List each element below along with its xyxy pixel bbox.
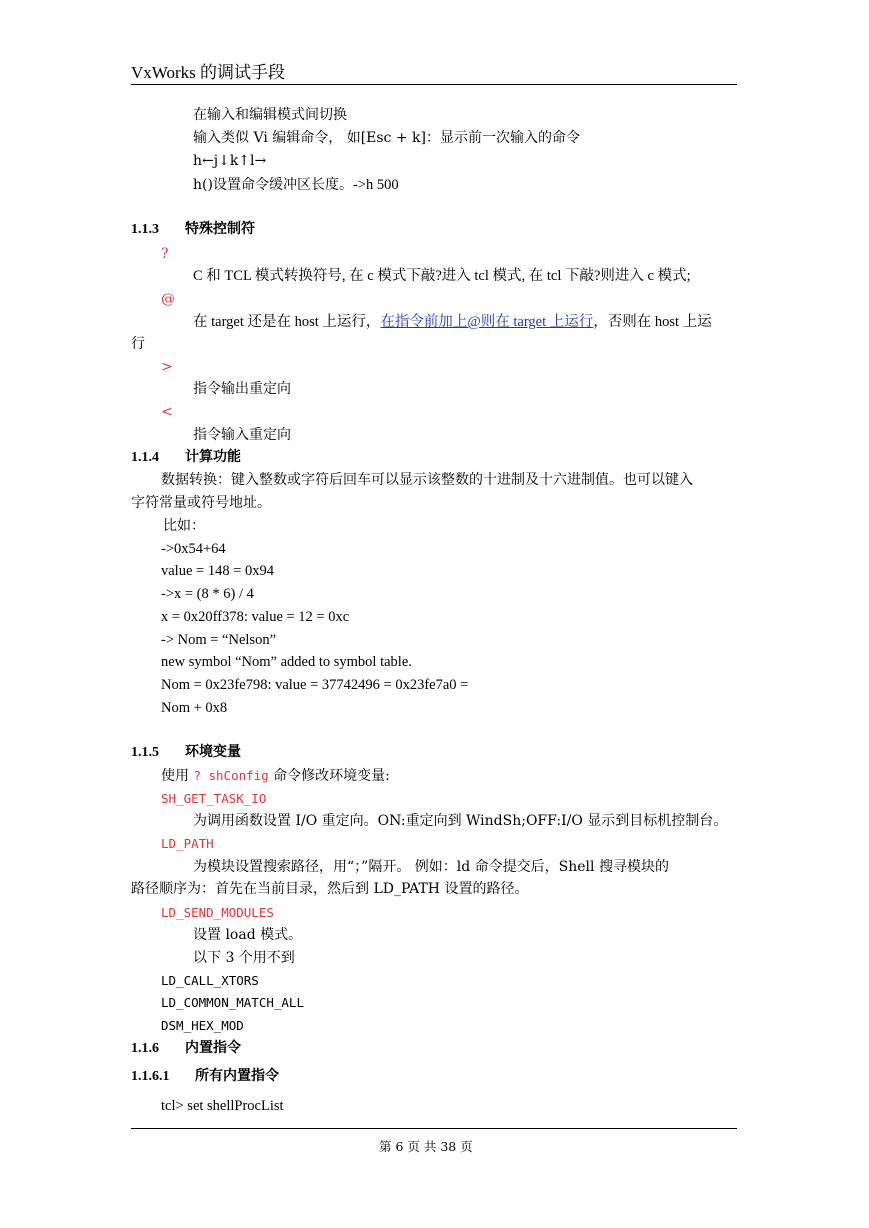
symbol-lt-desc: 指令输入重定向 <box>193 427 291 443</box>
env-var-dsm-hex-mod: DSM_HEX_MOD <box>161 1018 244 1033</box>
env-usage-b: 命令修改环境变量: <box>273 768 390 784</box>
symbol-at-desc-cont: 行 <box>131 336 145 352</box>
symbol-at: @ <box>161 291 175 307</box>
env-var-ld-path-desc-1: 为模块设置搜索路径，用“；”隔开。 例如：ld 命令提交后，Shell 搜寻模块的 <box>193 859 669 875</box>
env-var-ld-path: LD_PATH <box>161 836 214 851</box>
calc-code-2: value = 148 = 0x94 <box>161 563 275 579</box>
heading-title: 所有内置指令 <box>195 1069 279 1084</box>
env-usage <box>161 767 390 785</box>
env-var-ld-common-match-all: LD_COMMON_MATCH_ALL <box>161 995 304 1010</box>
env-var-sh-get-task-io-desc: 为调用函数设置 I/O 重定向。ON:重定向到 WindSh;OFF:I/O 显示到目标机控制台。 <box>193 813 728 829</box>
intro-line-4 <box>193 176 399 194</box>
symbol-gt: > <box>161 359 173 375</box>
heading-number: 1.1.6 <box>131 1041 159 1056</box>
heading-1-1-3 <box>131 221 255 239</box>
symbol-at-desc-b: ，否则在 host 上运 <box>593 314 712 330</box>
symbol-gt-desc: 指令输出重定向 <box>193 381 291 397</box>
env-unused-note: 以下 3 个用不到 <box>193 950 295 966</box>
calc-code-6: new symbol “Nom” added to symbol table. <box>161 654 412 670</box>
calc-code-4: x = 0x20ff378: value = 12 = 0xc <box>161 609 350 625</box>
heading-title: 内置指令 <box>185 1041 241 1056</box>
symbol-at-desc-a: 在 target 还是在 host 上运行， <box>193 314 381 330</box>
heading-1-1-4 <box>131 449 241 467</box>
intro-line-4-text: h()设置命令缓冲区长度。 <box>193 177 353 193</box>
builtin-command: tcl> set shellProcList <box>161 1098 284 1114</box>
intro-line-2: 输入类似 Vi 编辑命令， 如[Esc + k]：显示前一次输入的命令 <box>193 130 580 146</box>
calc-paragraph-line-2: 字符常量或符号地址。 <box>131 495 271 511</box>
calc-example-label: 比如： <box>163 518 205 534</box>
heading-1-1-6 <box>131 1040 241 1058</box>
intro-line-4-cmd: ->h 500 <box>352 177 399 193</box>
env-var-ld-send-modules-desc: 设置 load 模式。 <box>193 927 303 943</box>
calc-code-7: Nom = 0x23fe798: value = 37742496 = 0x23fe7a0 = <box>161 677 469 693</box>
calc-code-1: ->0x54+64 <box>161 541 226 557</box>
env-usage-a: 使用 <box>161 768 189 784</box>
heading-1-1-5 <box>131 744 241 762</box>
intro-line-1: 在输入和编辑模式间切换 <box>193 107 347 123</box>
intro-line-3: h←j↓k↑l→ <box>193 153 267 169</box>
heading-number: 1.1.5 <box>131 745 159 760</box>
heading-1-1-6-1 <box>131 1068 279 1086</box>
symbol-lt: < <box>161 404 173 420</box>
heading-title: 计算功能 <box>185 450 241 465</box>
page-header-title: VxWorks 的调试手段 <box>131 63 285 82</box>
env-var-ld-call-xtors: LD_CALL_XTORS <box>161 973 259 988</box>
symbol-at-desc <box>193 313 712 331</box>
calc-code-3: ->x = (8 * 6) / 4 <box>161 586 254 602</box>
heading-title: 特殊控制符 <box>185 222 255 237</box>
env-usage-cmd: ? shConfig <box>193 768 269 783</box>
env-var-ld-path-desc-2: 路径顺序为：首先在当前目录，然后到 LD_PATH 设置的路径。 <box>131 881 529 897</box>
footer-rule <box>131 1128 737 1129</box>
symbol-question-desc: C 和 TCL 模式转换符号, 在 c 模式下敲?进入 tcl 模式, 在 tcl 下敲?则进入 c 模式; <box>193 268 691 284</box>
env-var-ld-send-modules: LD_SEND_MODULES <box>161 905 274 920</box>
heading-number: 1.1.4 <box>131 450 159 465</box>
heading-number: 1.1.3 <box>131 222 159 237</box>
calc-paragraph-line-1: 数据转换：键入整数或字符后回车可以显示该整数的十进制及十六进制值。也可以键入 <box>161 472 693 488</box>
calc-code-5: -> Nom = “Nelson” <box>161 632 277 648</box>
symbol-question: ? <box>161 246 169 262</box>
heading-number: 1.1.6.1 <box>131 1069 170 1084</box>
symbol-at-link[interactable]: 在指令前加上@则在 target 上运行 <box>380 314 594 330</box>
calc-code-8: Nom + 0x8 <box>161 700 228 716</box>
page-footer: 第 6 页 共 38 页 <box>379 1139 473 1154</box>
env-var-sh-get-task-io: SH_GET_TASK_IO <box>161 791 267 806</box>
header-rule <box>131 84 737 85</box>
heading-title: 环境变量 <box>185 745 241 760</box>
